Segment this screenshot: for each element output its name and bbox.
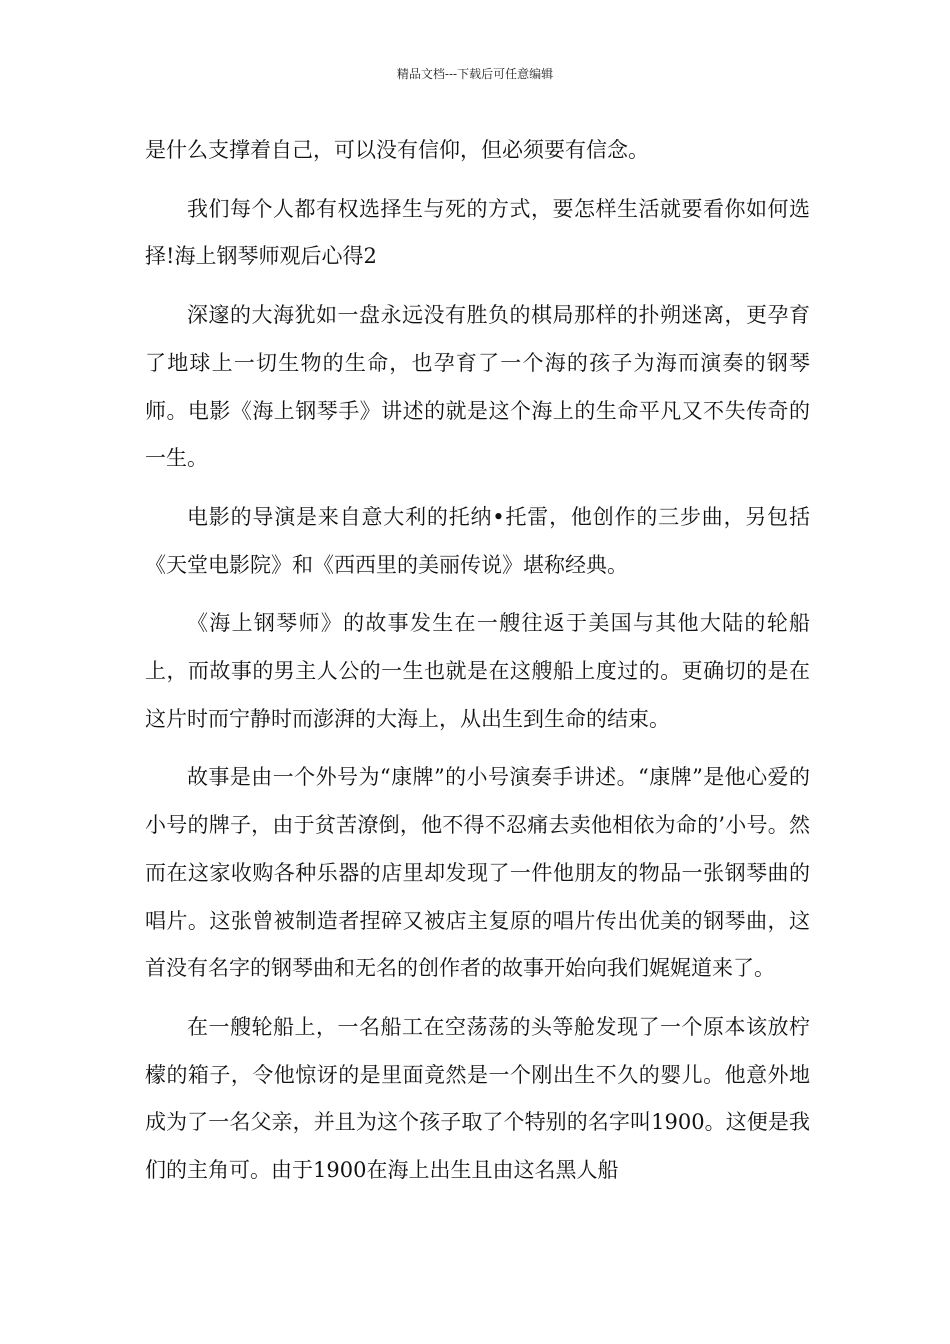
paragraph: 深邃的大海犹如一盘永远没有胜负的棋局那样的扑朔迷离，更孕育了地球上一切生物的生命，也孕育了一个海的孩子为海而演奏的钢琴师。电影《海上钢琴手》讲述的就是这个海上的生命平凡又不失传奇的一生。 bbox=[145, 303, 810, 471]
paragraph: 是什么支撑着自己，可以没有信仰，但必须要有信念。 bbox=[145, 138, 649, 162]
paragraph: 我们每个人都有权选择生与死的方式，要怎样生活就要看你如何选择!海上钢琴师观后心得2 bbox=[145, 196, 810, 269]
paragraph: 故事是由一个外号为“康牌”的小号演奏手讲述。“康牌”是他心爱的小号的牌子，由于贫苦潦倒，他不得不忍痛去卖他相依为命的’小号。然而在这家收购各种乐器的店里却发现了一件他朋友的物品一张钢琴曲的唱片。这张曾被制造者捏碎又被店主复原的唱片传出优美的钢琴曲，这首没有名字的钢琴曲和无名的创作者的故事开始向我们娓娓道来了。 bbox=[145, 765, 810, 981]
paragraph: 在一艘轮船上，一名船工在空荡荡的头等舱发现了一个原本该放柠檬的箱子，令他惊讶的是里面竟然是一个刚出生不久的婴儿。他意外地成为了一名父亲，并且为这个孩子取了个特别的名字叫1900。这便是我们的主角可。由于1900在海上出生且由这名黑人船 bbox=[145, 1014, 810, 1183]
paragraph: 电影的导演是来自意大利的托纳•托雷，他创作的三步曲，另包括《天堂电影院》和《西西里的美丽传说》堪称经典。 bbox=[145, 504, 810, 577]
paragraph: 《海上钢琴师》的故事发生在一艘往返于美国与其他大陆的轮船上，而故事的男主人公的一生也就是在这艘船上度过的。更确切的是在这片时而宁静时而澎湃的大海上，从出生到生命的结束。 bbox=[145, 611, 810, 731]
page-header: 精品文档---下载后可任意编辑 bbox=[396, 67, 554, 81]
document-body bbox=[145, 127, 810, 1195]
